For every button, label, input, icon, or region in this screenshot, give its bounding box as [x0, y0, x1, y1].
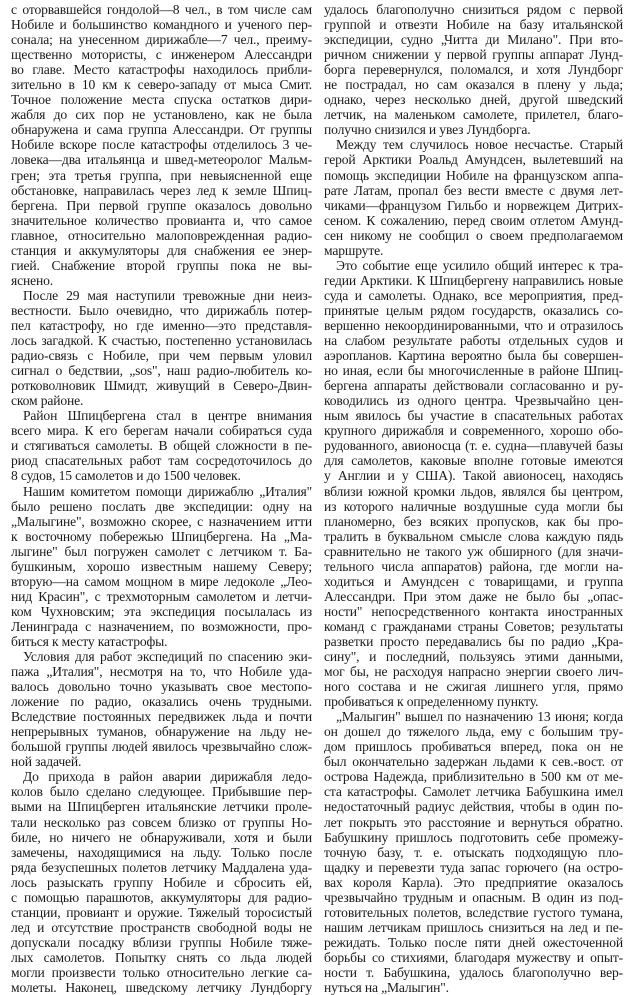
text-line: ности" непосредственного контакта иностранных	[324, 603, 623, 619]
text-line: ным явилось бы участие в спасательных работах	[324, 408, 623, 424]
text-line: станция и аккумуляторы для снабжения ее энер-	[11, 242, 312, 258]
text-line: тали несколько раз совсем близко от группы Но-	[11, 814, 312, 830]
paragraph-first-line: После 29 мая наступили тревожные дни неиз-	[23, 287, 312, 303]
text-line: не пострадал, но сам оказался в плену у льда;	[324, 77, 623, 93]
text-line: команд с гражданами страны Советов; результаты	[324, 618, 623, 634]
text-line: ходиться и Амундсен с товарищами, и группа	[324, 573, 623, 589]
text-line: нуться на „Малыгин".	[324, 980, 449, 995]
text-line: „Малыгине", возможно скорее, с назначением итти	[11, 513, 312, 529]
text-line: биле, но ничего не обнаруживали, хотя и были	[11, 829, 312, 845]
text-line: Ленинграда с назначением, по возможности, про-	[11, 618, 312, 634]
paragraph-first-line: До прихода в район аварии дирижабля ледо-	[23, 769, 312, 785]
text-line: режидать. Только после пяти дней ожесточенной	[324, 934, 623, 950]
text-line: яснено.	[11, 272, 54, 288]
text-line: вторую—на самом мощном в мире ледоколе „Лео-	[11, 573, 312, 589]
text-line: борга перевернулся, поломался, и хотя Лундборг	[324, 62, 623, 78]
text-line: бергена аппараты действовали согласованно и ру-	[324, 378, 623, 394]
text-line: с оторвавшейся гондолой—8 чел., в том числе сам	[11, 2, 312, 17]
text-line: борьбы со стихиями, благодаря мужеству и опыт-	[324, 949, 623, 965]
text-line: ности т. Бабушкина, удалось благополучно вер-	[324, 965, 623, 980]
text-line: точную базу, т. е. отыскать подходящую пло-	[324, 844, 623, 860]
text-line: радио-связь с Нобиле, при чем первым уловил	[11, 348, 312, 364]
text-line: гедии Арктики. К Шпицбергену направились новые	[324, 272, 623, 288]
text-line: жабля до сих пор не установлено, как не была	[11, 107, 312, 123]
text-line: рате Латам, пропал без вести вместе с двумя лет-	[324, 182, 623, 198]
text-line: 8 судов, 15 самолетов и до 1500 человек.	[11, 468, 241, 484]
text-line: большой группы людей явилось чрезвычайно слож-	[11, 739, 312, 755]
text-line: непрерывных туманов, обнаружение на льду не-	[11, 724, 312, 740]
text-line: группой и отвезти Нобиле на базу итальянской	[324, 17, 623, 33]
paragraph-first-line: Район Шпицбергена стал в центре внимания	[23, 408, 312, 424]
text-line: нид Красин", с трехмоторным самолетом и летчи-	[11, 588, 312, 604]
text-line: Алессандри. При этом даже не было бы „опас-	[324, 588, 623, 604]
text-line: тельного числа аппаратов) района, где могли на-	[324, 558, 623, 574]
text-line: ротковолновик Шмидт, живущий в Северо-Двин-	[11, 378, 312, 394]
text-line: дом пришлось пробиваться вперед, пока он не	[324, 739, 623, 755]
right-text-column	[324, 2, 623, 995]
text-line: щадку и перевезти туда запас горючего (на остро-	[324, 859, 623, 875]
text-line: пел катастрофу, но где именно—это представля-	[11, 317, 312, 333]
text-line: ководились из одного центра. Чрезвычайно цен-	[324, 393, 623, 409]
text-line: молеты. Наконец, шведскому летчику Лундборгу	[11, 980, 312, 995]
text-line: бергена. При первой группе оказалось довольно	[11, 197, 312, 213]
text-line: аэропланов. Картина вероятно была бы совершен-	[324, 348, 623, 364]
text-line: суда и самолеты. Однако, все мероприятия, пред-	[324, 287, 623, 303]
text-line: валось довольно точно указывать свое местопо-	[11, 679, 312, 695]
text-line: замечены, находящимися на льду. Только после	[11, 844, 312, 860]
text-line: биться к месту катастрофы.	[11, 633, 168, 649]
text-line: удалось благополучно снизиться рядом с первой	[324, 2, 623, 17]
text-line: на слабом результате работы отдельных судов и	[324, 333, 623, 349]
text-line: чрезвычайно трудным и опасным. В один из под-	[324, 889, 623, 905]
text-line: лось загадкой. К счастью, постепенно установилась	[11, 333, 312, 349]
paragraph-first-line: „Малыгин" вышел по назначению 13 июня; когда	[336, 709, 623, 725]
text-line: сравнительно не такого уж обширного (для значи-	[324, 543, 623, 559]
text-line: Вследствие постоянных передвижек льда и почти	[11, 709, 312, 725]
text-line: сигнал о бедствии, „sos", наш радио-любитель ко-	[11, 363, 312, 379]
text-line: могли произвести только относительно легкие са-	[11, 965, 312, 980]
text-line: помощь экспедиции Нобиле на французском аппа-	[324, 167, 623, 183]
text-line: ложение по радио, оказались очень трудными.	[11, 694, 312, 710]
text-line: вблизи южной кромки льдов, являлся бы центром,	[324, 483, 623, 499]
text-line: ной задачей.	[11, 754, 82, 770]
text-line: получно снизился и увез Лундборга.	[324, 122, 531, 138]
paragraph-first-line: Между тем случилось новое несчастье. Старый	[336, 137, 623, 153]
text-line: крупного дирижабля и современного, хорошо обо-	[324, 423, 623, 439]
text-line: зительно в 10 км к северо-западу от мыса Смит.	[11, 77, 312, 93]
text-line: допускали посадку вблизи группы Нобиле тяже-	[11, 934, 312, 950]
text-line: из которого наличные воздушные суда могли бы	[324, 498, 623, 514]
text-line: сеном. К сожалению, перед своим отлетом Амунд-	[324, 212, 623, 228]
text-line: с помощью парашютов, аккумуляторы для радио-	[11, 889, 312, 905]
text-line: гией. Снабжение второй группы пока не вы-	[11, 257, 312, 273]
text-line: Точное положение места спуска остатков дири-	[11, 92, 312, 108]
text-line: разветки просто передавались бы по радио „Кра-	[324, 633, 623, 649]
text-line: нашим летчикам пришлось снизиться на лед и пе-	[324, 919, 623, 935]
text-line: Бабушкину пришлось подготовить себе промежу-	[324, 829, 623, 845]
paragraph-first-line: Условия для работ экспедиций по спасению эки-	[23, 649, 312, 665]
text-line: принятые целым рядом государств, оказались со-	[324, 302, 623, 318]
text-line: риод спасательных работ там сосредоточилось до	[11, 453, 312, 469]
text-line: планомерно, без всяких пропусков, как бы про-	[324, 513, 623, 529]
text-line: маршруте.	[324, 242, 384, 258]
text-line: вершенно некоординированными, что и отразилось	[324, 317, 623, 333]
text-line: чиками—французом Гильбо и норвежцем Дитрих-	[324, 197, 623, 213]
text-line: мог бы, не расходуя напрасно энергии своего лич-	[324, 664, 623, 680]
text-line: тралить в буквальном смысле слова каждую пядь	[324, 528, 623, 544]
text-line: лых самолетов. Попытку снять со льда людей	[11, 949, 312, 965]
text-line: ряда безуспешных полетов летчику Маддалена уда-	[11, 859, 312, 875]
text-line: щественно мотористы, с инженером Алессандри	[11, 47, 312, 63]
text-line: обнаружена и сама группа Алессандри. От группы	[11, 122, 312, 138]
text-line: ного состава и не сжигая лишнего угля, прямо	[324, 679, 623, 695]
text-line: и стягиваться самолеты. В общей сложности в пе-	[11, 438, 312, 454]
text-line: было решено послать две экспедиции: одну на	[11, 498, 312, 514]
text-line: острова Надежда, приблизительно в 500 км от ме-	[324, 769, 623, 785]
text-line: бушкиным, хорошо известным нашему Северу;	[11, 558, 312, 574]
text-line: у Англии и у США). Такой авионосец, находясь	[324, 468, 623, 484]
paragraph-first-line: Это событие еще усилило общий интерес к тра-	[336, 257, 623, 273]
text-line: пажа „Италия", несмотря на то, что Нобиле уда-	[11, 664, 312, 680]
text-line: ком Чухновским; эта экспедиция посылалась из	[11, 603, 312, 619]
text-line: был окончательно задержан льдами к сев.-вост. от	[324, 754, 623, 770]
text-line: лось разыскать группу Нобиле и сбросить ей,	[11, 874, 312, 890]
text-line: сонала; на унесенном дирижабле—7 чел., преиму-	[11, 32, 312, 48]
text-line: сен никому не сообщил о своем предполагаемом	[324, 227, 623, 243]
text-line: герой Арктики Роальд Амундсен, вылетевший на	[324, 152, 623, 168]
paragraph-first-line: Нашим комитетом помощи дирижаблю „Италия"	[23, 483, 312, 499]
text-line: значительное количество провианта и, что самое	[11, 212, 312, 228]
text-line: ловека—два итальянца и швед-метеоролог Мальм-	[11, 152, 312, 168]
text-line: экспедиции, судно „Читта ди Милано". При вто-	[324, 32, 623, 48]
text-line: лет покрыть это расстояние и вернуться обратно.	[324, 814, 623, 830]
text-line: вах короля Карла). Это предприятие оказалось	[324, 874, 623, 890]
text-line: выми на Шпицберген итальянские летчики проле-	[11, 799, 312, 815]
text-line: пробиваться к определенному пункту.	[324, 694, 539, 710]
left-text-column	[11, 2, 312, 995]
text-line: рудованного, авионосца (т. е. судна—плавучей базы	[324, 438, 623, 454]
text-line: он дошел до тяжелого льда, ему с большим тру-	[324, 724, 623, 740]
text-line: Нобиле и большинство командного и ученого пер-	[11, 17, 312, 33]
text-line: но иная, если бы многочисленные в районе Шпиц-	[324, 363, 623, 379]
text-line: ста катастрофы. Самолет летчика Бабушкина имел	[324, 784, 623, 800]
text-line: сину", и последний, пользуясь этими данными,	[324, 649, 623, 665]
text-line: для самолетов, каковые вполне готовые имеются	[324, 453, 623, 469]
text-line: к восточному побережью Шпицбергена. На „Ма-	[11, 528, 312, 544]
text-line: обстановке, направилась через лед к земле Шпиц-	[11, 182, 312, 198]
text-line: Нобиле вскоре после катастрофы отделилось 3 че-	[11, 137, 312, 153]
text-line: лед и отсутствие пространств свободной воды не	[11, 919, 312, 935]
text-line: вестности. Было очевидно, что дирижабль потер-	[11, 302, 312, 318]
text-line: летчик, на маленьком самолете, прилетел, благо-	[324, 107, 623, 123]
text-line: готовительных полетов, вследствие густого тумана,	[324, 904, 623, 920]
text-line: лыгине" был погружен самолет с летчиком т. Ба-	[11, 543, 312, 559]
text-line: ричном снижении у первой группы аппарат Лунд-	[324, 47, 623, 63]
text-line: однако, через несколько дней, другой шведский	[324, 92, 623, 108]
text-line: во главе. Место катастрофы находилось прибли-	[11, 62, 312, 78]
text-line: главное, относительно малоповрежденная радио-	[11, 227, 312, 243]
text-line: колов было сделано следующее. Прибывшие пер-	[11, 784, 312, 800]
text-line: всего мира. К его берегам начали собираться суда	[11, 423, 312, 439]
text-line: ском районе.	[11, 393, 84, 409]
text-line: грен; эта третья группа, при невыясненной еще	[11, 167, 312, 183]
text-line: недостаточный радиус действия, чтобы в один по-	[324, 799, 623, 815]
text-line: станции, провиант и оружие. Тяжелый торосистый	[11, 904, 312, 920]
